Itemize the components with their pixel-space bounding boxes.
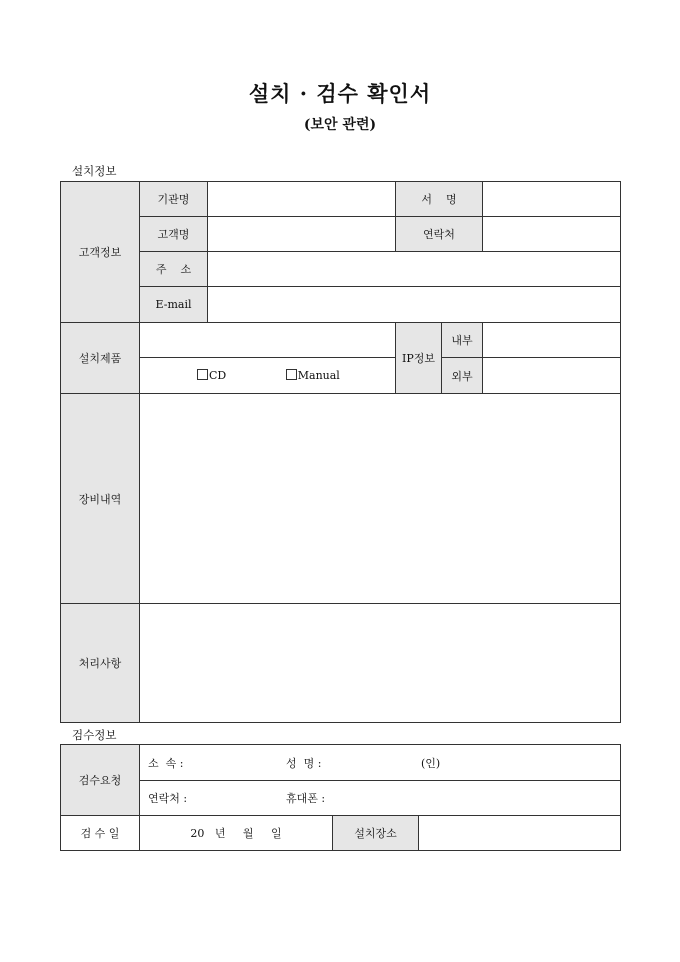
inspection-date-field[interactable]: 20 년 월 일 [140, 816, 333, 851]
org-name-field[interactable] [208, 182, 396, 217]
inspection-request-label: 검수요청 [61, 745, 140, 816]
contact-field[interactable] [483, 217, 621, 252]
ip-internal-field[interactable] [483, 323, 621, 358]
handling-notes-field[interactable] [140, 604, 621, 723]
install-info-table [60, 181, 621, 723]
manual-option-label: Manual [297, 369, 340, 382]
equipment-details-label: 장비내역 [61, 394, 140, 604]
signature-field[interactable] [483, 182, 621, 217]
inspection-date-label: 검 수 일 [61, 816, 140, 851]
contact-label: 연락처 [396, 217, 483, 252]
inspection-request-row2 [140, 781, 621, 816]
ip-external-label: 외부 [442, 358, 483, 394]
email-label: E-mail [140, 287, 208, 323]
install-place-label: 설치장소 [333, 816, 419, 851]
inspection-info-table [60, 744, 621, 851]
signature-label: 서 명 [396, 182, 483, 217]
customer-info-label: 고객정보 [61, 182, 140, 323]
customer-name-label: 고객명 [140, 217, 208, 252]
document-subtitle: (보안 관련) [303, 117, 377, 133]
inspector-contact-label: 연락처 : [148, 792, 188, 805]
product-name-field[interactable] [140, 323, 396, 358]
address-label: 주 소 [140, 252, 208, 287]
media-options [140, 358, 396, 394]
cd-option[interactable] [197, 369, 226, 382]
mobile-label: 휴대폰 : [286, 792, 326, 805]
manual-option[interactable] [286, 369, 340, 382]
install-place-field[interactable] [419, 816, 621, 851]
customer-name-field[interactable] [208, 217, 396, 252]
inspector-name-label: 성 명 : [286, 756, 322, 770]
ip-external-field[interactable] [483, 358, 621, 394]
install-product-label: 설치제품 [61, 323, 140, 394]
org-name-label: 기관명 [140, 182, 208, 217]
address-field[interactable] [208, 252, 621, 287]
inspection-section-label: 검수정보 [72, 728, 117, 742]
ip-info-label: IP정보 [396, 323, 442, 394]
ip-internal-label: 내부 [442, 323, 483, 358]
equipment-details-field[interactable] [140, 394, 621, 604]
inspection-request-row1 [140, 745, 621, 781]
cd-checkbox[interactable] [197, 369, 208, 380]
document-title: 설치 · 검수 확인서 [248, 81, 432, 106]
cd-option-label: CD [209, 369, 227, 382]
affiliation-label: 소 속 : [148, 756, 184, 770]
email-field[interactable] [208, 287, 621, 323]
seal-label: (인) [421, 756, 441, 770]
manual-checkbox[interactable] [286, 369, 297, 380]
handling-notes-label: 처리사항 [61, 604, 140, 723]
install-section-label: 설치정보 [72, 164, 117, 178]
